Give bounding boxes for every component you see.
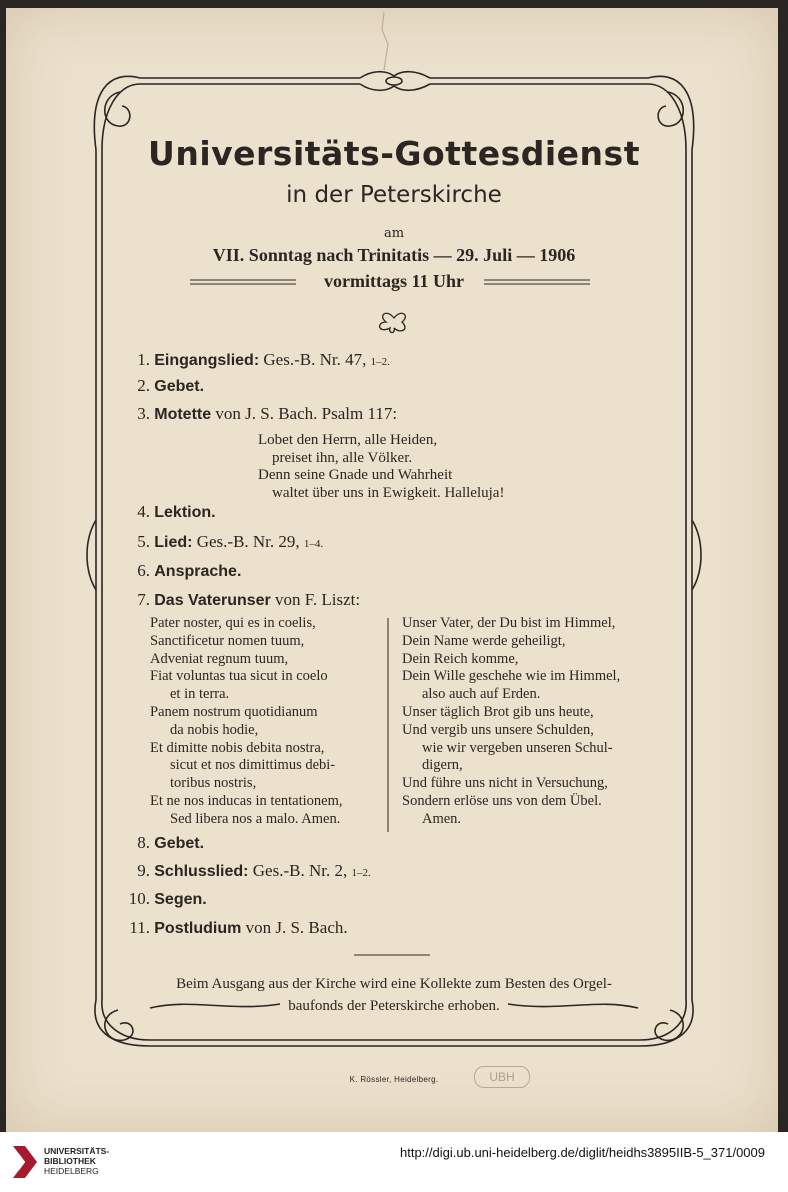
document-title: Universitäts-Gottesdienst bbox=[148, 134, 640, 173]
source-url[interactable]: http://digi.ub.uni-heidelberg.de/diglit/heidhs3895IIB-5_371/0009 bbox=[400, 1145, 765, 1160]
program-item-1: 1. Eingangslied: Ges.-B. Nr. 47, 1–2. bbox=[137, 350, 390, 369]
collection-note: Beim Ausgang aus der Kirche wird eine Kollekte zum Besten des Orgel- baufonds der Peterskirche erhoben. bbox=[176, 976, 612, 1014]
latin-prayer: Pater noster, qui es in coelis, Sanctificetur nomen tuum, Adveniat regnum tuum, Fiat voluntas tua sicut in coelo et in terra. Panem nostrum quotidianum da nobis hodie, Et dimitte nobis debita nostra, sicut et nos dimittimus debi- toribus nostris, Et ne nos inducas in tentationem, Sed libera nos a malo. Amen. bbox=[150, 615, 343, 827]
am-label: am bbox=[383, 226, 405, 241]
library-logo[interactable]: UNIVERSITÄTS- BIBLIOTHEK HEIDELBERG bbox=[44, 1146, 110, 1176]
trefoil-ornament-icon bbox=[380, 313, 406, 332]
program-item-3: 3. Motette von J. S. Bach. Psalm 117: bbox=[137, 404, 398, 423]
program-item-10: 10. Segen. bbox=[128, 889, 207, 908]
program-item-8: 8. Gebet. bbox=[137, 833, 205, 852]
document-subtitle: in der Peterskirche bbox=[286, 182, 502, 208]
time-line: vormittags 11 Uhr bbox=[324, 271, 464, 291]
psalm-text: Lobet den Herrn, alle Heiden, preiset ihn, alle Völker. Denn seine Gnade und Wahrheit waltet über uns in Ewigkeit. Halleluja! bbox=[258, 432, 505, 501]
library-stamp: UBH bbox=[474, 1066, 530, 1088]
german-prayer: Unser Vater, der Du bist im Himmel, Dein Name werde geheiligt, Dein Reich komme, Dein Wille geschehe wie im Himmel, also auch auf Erden. Unser täglich Brot gib uns heute, Und vergib uns unsere Schulden, wie wir vergeben unseren Schul- digern, Und führe uns nicht in Versuchung, Sondern erlöse uns von dem Übel. Amen. bbox=[402, 615, 621, 827]
footer-bar bbox=[0, 1132, 788, 1192]
program-item-5: 5. Lied: Ges.-B. Nr. 29, 1–4. bbox=[137, 532, 324, 551]
date-line: VII. Sonntag nach Trinitatis — 29. Juli — 1906 bbox=[212, 245, 576, 265]
program-item-7: 7. Das Vaterunser von F. Liszt: bbox=[137, 590, 361, 609]
program-item-6: 6. Ansprache. bbox=[137, 561, 242, 580]
program-item-9: 9. Schlusslied: Ges.-B. Nr. 2, 1–2. bbox=[137, 861, 371, 880]
program-item-11: 11. Postludium von J. S. Bach. bbox=[129, 918, 348, 937]
program-item-2: 2. Gebet. bbox=[137, 376, 205, 395]
university-seal-icon bbox=[10, 1142, 40, 1182]
printer-imprint: K. Rössler, Heidelberg. bbox=[349, 1075, 439, 1084]
program-item-4: 4. Lektion. bbox=[137, 502, 216, 521]
